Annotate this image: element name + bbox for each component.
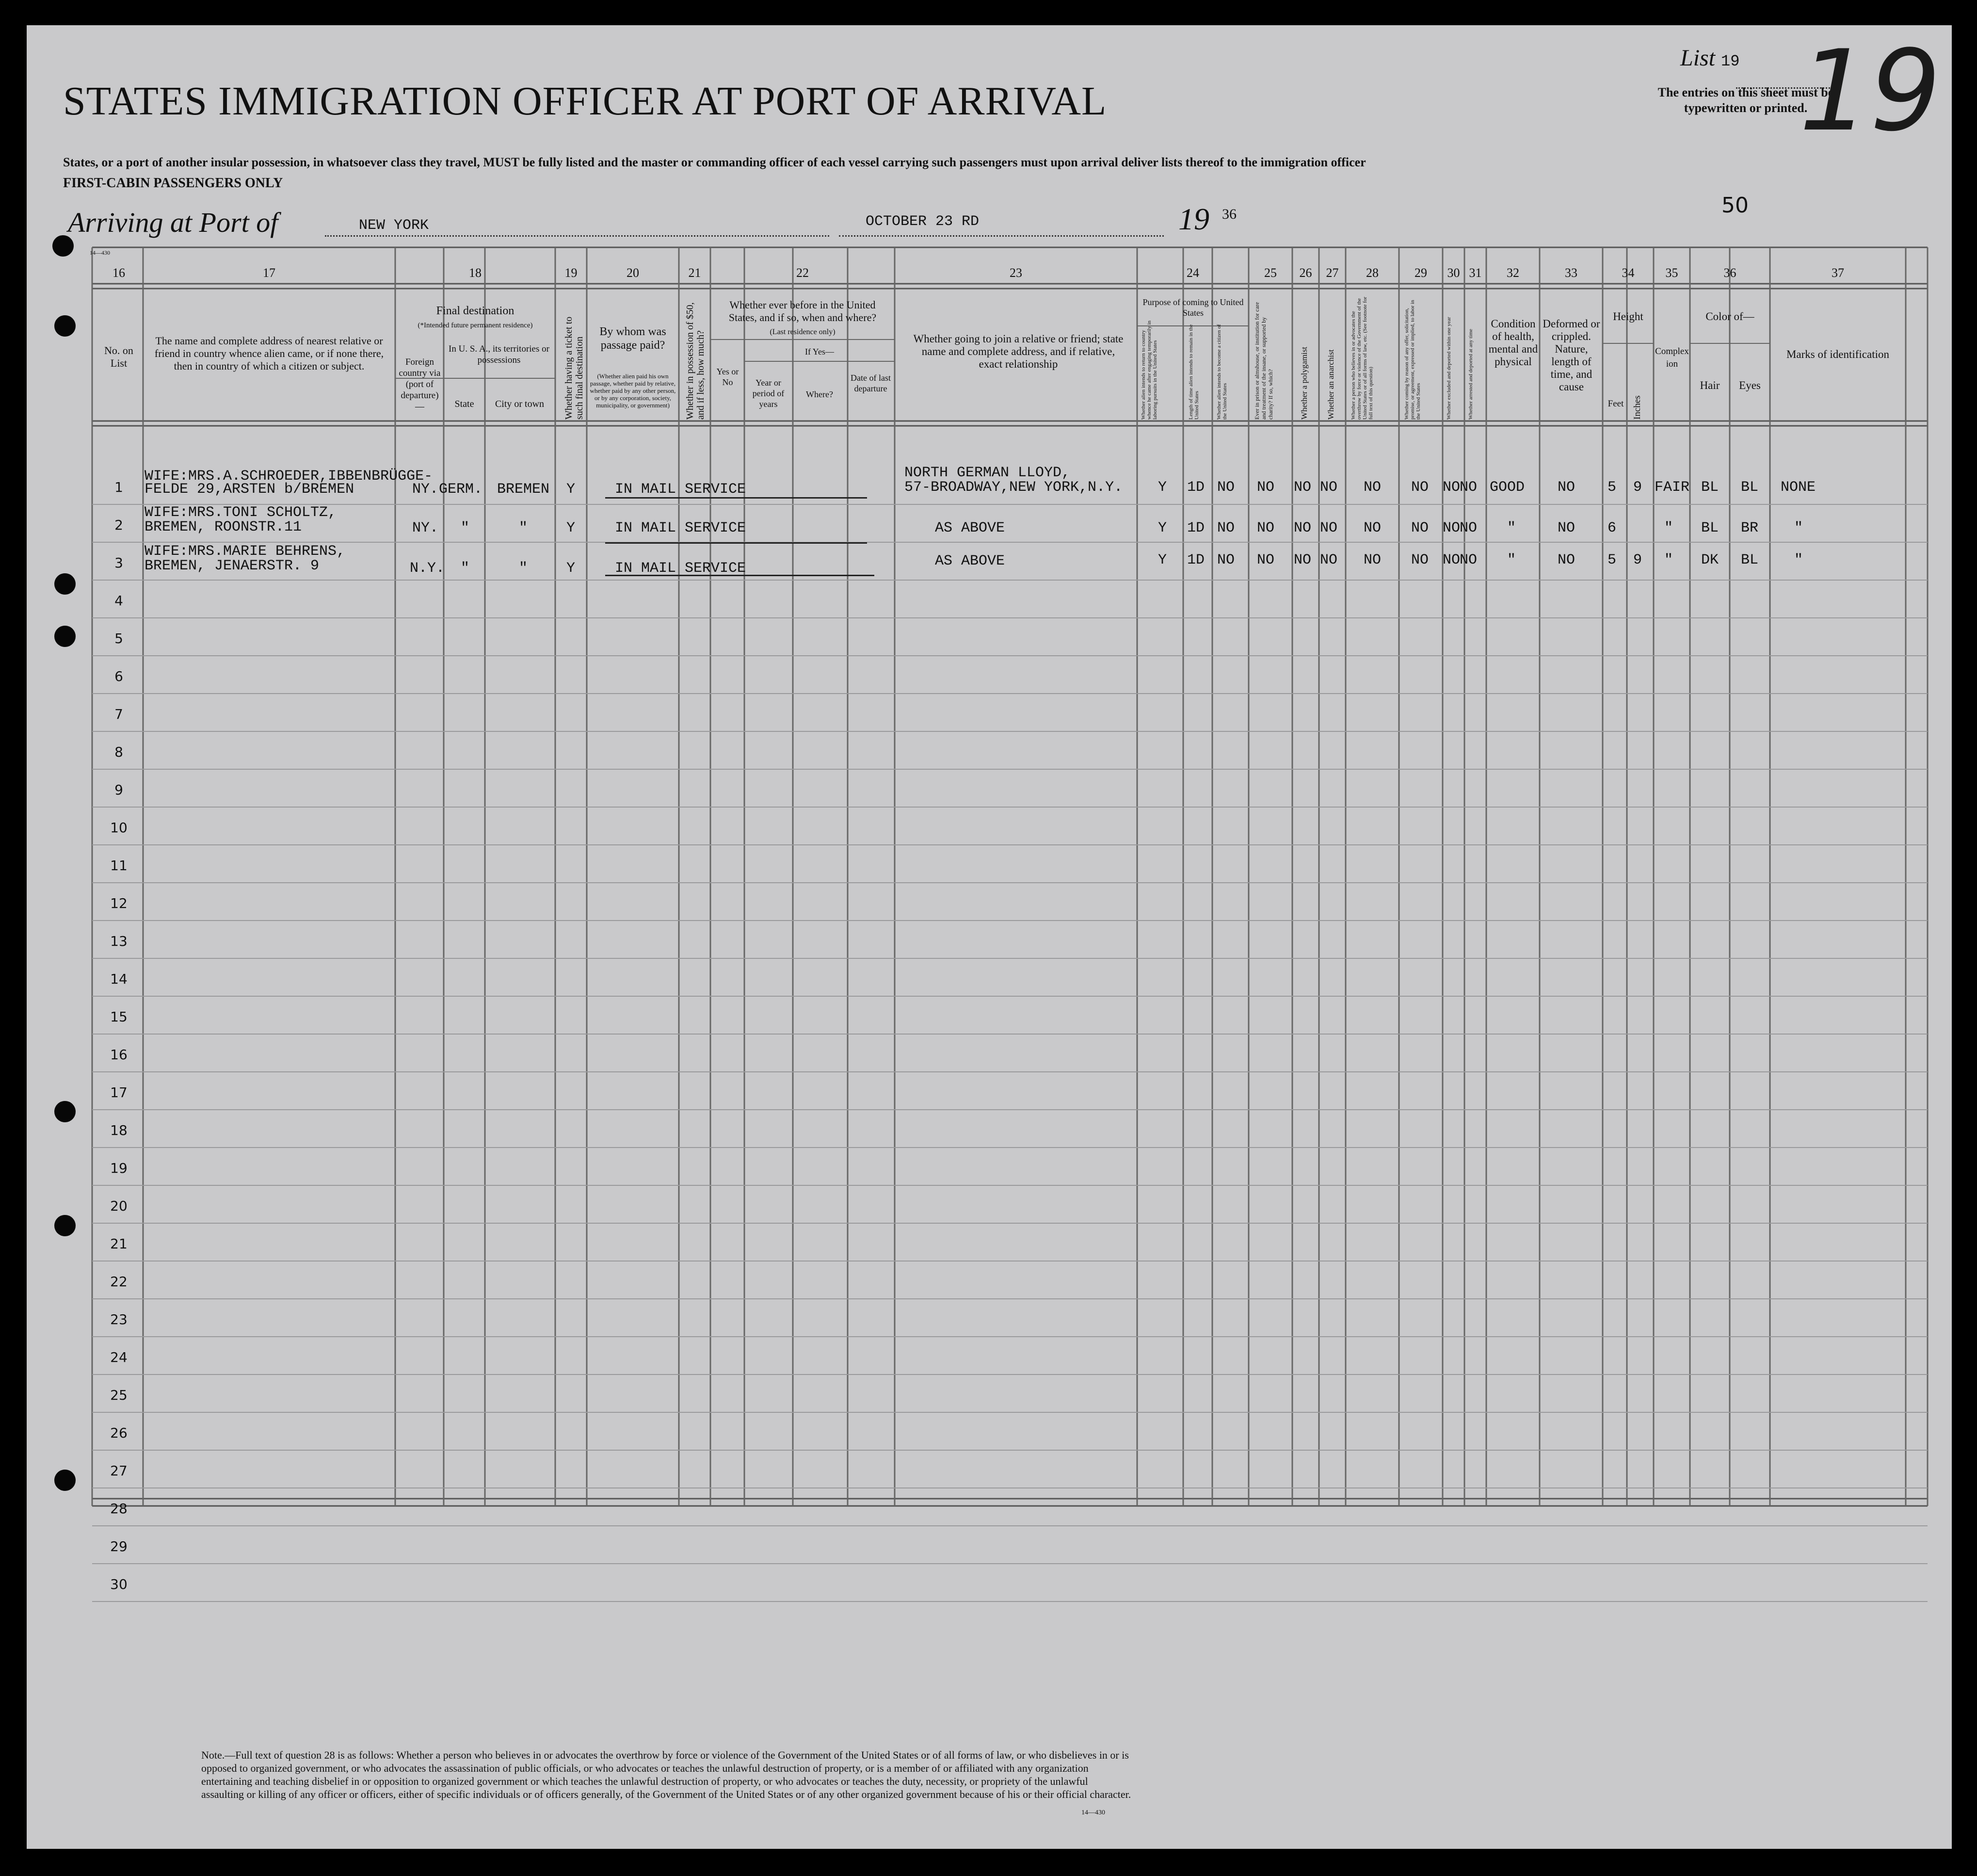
row-number: 24 <box>110 1349 128 1365</box>
row-number: 14 <box>110 971 128 987</box>
column-number: 37 <box>1832 266 1844 280</box>
first-cabin-label: FIRST-CABIN PASSENGERS ONLY <box>63 176 283 191</box>
header-complexion: Complexion <box>1655 346 1689 369</box>
underline <box>605 497 867 499</box>
header-passage-paid: By whom was passage paid? <box>599 325 666 352</box>
row-2-q31: NO <box>1460 520 1478 536</box>
column-number: 16 <box>113 266 125 280</box>
header-join-relative: Whether going to join a relative or friend; state name and complete address, and if relative, exact relationship <box>913 333 1124 370</box>
row-number: 29 <box>110 1538 128 1554</box>
row-2-q29: NO <box>1411 520 1429 536</box>
row-1-health: GOOD <box>1490 479 1525 496</box>
header-date-last-departure: Date of last departure <box>851 373 891 393</box>
row-1-foreign: NY. <box>412 481 439 498</box>
row-3-paid-by: IN MAIL SERVICE <box>615 560 746 577</box>
row-number: 25 <box>110 1387 128 1403</box>
row-1-eyes: BL <box>1741 479 1759 496</box>
header-length-of-time: Length of time alien intends to remain in the United States <box>1188 324 1200 420</box>
row-1-inches: 9 <box>1633 479 1642 496</box>
row-number: 19 <box>110 1160 128 1176</box>
header-q28: Whether a person who believes in or advocates the overthrow by force or violence of the Government of the United States or of all forms of law, etc. (See footnote for full text of this question) <box>1350 296 1374 420</box>
row-number: 4 <box>114 593 123 609</box>
row-3-eyes: BL <box>1741 552 1759 568</box>
header-final-destination-note: (*Intended future permanent residence) <box>418 322 533 329</box>
header-passage-paid-note: (Whether alien paid his own passage, whether paid by relative, whether paid by any other person, or by any corporation, society, municipality, or government) <box>590 372 676 409</box>
row-1-deformed: NO <box>1558 479 1575 496</box>
row-2-q30: NO <box>1443 520 1461 536</box>
row-number: 15 <box>110 1009 128 1025</box>
header-q31: Whether arrested and deported at any time <box>1468 329 1474 420</box>
header-where: Where? <box>806 389 833 399</box>
row-2-paid-by: IN MAIL SERVICE <box>615 520 746 536</box>
header-marks: Marks of identification <box>1786 348 1890 360</box>
header-ticket: Whether having a ticket to such final destination <box>563 316 585 420</box>
column-number: 31 <box>1469 266 1482 280</box>
header-yes-or-no: Yes or No <box>716 367 739 387</box>
underline <box>605 575 874 576</box>
row-3-join-line2: AS ABOVE <box>935 553 1005 569</box>
column-number: 28 <box>1366 266 1379 280</box>
header-if-yes: If Yes— <box>804 347 834 356</box>
header-height: Height <box>1613 310 1643 323</box>
row-3-health: " <box>1507 552 1516 568</box>
row-1-q31: NO <box>1460 479 1478 496</box>
row-number: 28 <box>110 1501 128 1517</box>
row-1-return: Y <box>1158 479 1167 496</box>
row-2-deformed: NO <box>1558 520 1575 536</box>
row-3-citizen: NO <box>1217 552 1235 568</box>
row-3-length: 1D <box>1187 552 1205 568</box>
row-number: 6 <box>114 668 123 684</box>
column-number: 25 <box>1264 266 1277 280</box>
column-number: 20 <box>627 266 639 280</box>
row-3-feet: 5 <box>1607 552 1617 568</box>
row-number: 16 <box>110 1047 128 1063</box>
arriving-label: Arriving at Port of <box>68 207 278 238</box>
row-2-citizen: NO <box>1217 520 1235 536</box>
header-state: State <box>454 399 474 409</box>
header-in-usa: In U. S. A., its territories or possessions <box>449 344 549 365</box>
row-2-ticket: Y <box>566 520 576 536</box>
entries-note: The entries on this sheet must be typewritten or printed. <box>1657 85 1834 115</box>
row-number: 23 <box>110 1311 128 1327</box>
column-number: 18 <box>469 266 482 280</box>
row-3-anarchist: NO <box>1320 552 1338 568</box>
header-deformed: Deformed or crippled. Nature, length of time, and cause <box>1543 318 1600 393</box>
row-1-paid-by: IN MAIL SERVICE <box>615 481 746 498</box>
row-1-join-line1: NORTH GERMAN LLOYD, <box>904 465 1071 481</box>
row-1-complexion: FAIR <box>1655 479 1690 496</box>
header-return-intent: Whether alien intends to return to country whence he came after engaging temporarily in laboring pursuits in the United States <box>1141 320 1158 420</box>
row-3-return: Y <box>1158 552 1167 568</box>
row-3-prison: NO <box>1257 552 1275 568</box>
row-number: 3 <box>114 555 123 571</box>
column-number: 33 <box>1565 266 1577 280</box>
header-prison: Ever in prison or almshouse, or institution for care and treatment of the insane, or supported by charity? If so, which? <box>1254 302 1274 420</box>
header-inches: Inches <box>1632 395 1642 420</box>
column-number: 19 <box>564 266 578 280</box>
row-3-q31: NO <box>1460 552 1478 568</box>
row-1-relative-line1: WIFE:MRS.A.SCHROEDER,IBBENBRÜGGE- <box>145 468 433 485</box>
header-final-destination: Final destination <box>436 305 514 317</box>
header-ever-before-us: Whether ever before in the United States, and if so, when and where? <box>728 299 877 323</box>
row-3-state: " <box>461 560 470 577</box>
row-number: 5 <box>114 631 123 647</box>
row-number: 11 <box>110 857 128 873</box>
row-3-complexion: " <box>1664 552 1673 568</box>
header-fifty-dollars: Whether in possession of $50, and if less, how much? <box>685 302 706 420</box>
header-no-on-list: No. on List <box>104 344 133 369</box>
port-value: NEW YORK <box>359 217 429 234</box>
row-3-hair: DK <box>1701 552 1719 568</box>
row-2-prison: NO <box>1257 520 1275 536</box>
form-title: STATES IMMIGRATION OFFICER AT PORT OF ARRIVAL <box>63 79 1107 124</box>
row-2-length: 1D <box>1187 520 1205 536</box>
row-3-ticket: Y <box>566 560 576 577</box>
row-1-city: BREMEN <box>497 481 550 498</box>
row-2-eyes: BR <box>1741 520 1759 536</box>
row-2-complexion: " <box>1664 520 1673 536</box>
column-number: 32 <box>1507 266 1519 280</box>
header-city: City or town <box>495 399 545 409</box>
header-q29: Whether coming by reason of any offer, solicitation, promise, or agreement, expressed or implied, to labor in the United States <box>1404 300 1421 420</box>
header-year-period: Year or period of years <box>752 378 785 409</box>
column-number: 30 <box>1447 266 1460 280</box>
row-number: 21 <box>110 1236 128 1252</box>
header-hair: Hair <box>1700 379 1720 391</box>
underline <box>605 542 867 544</box>
row-2-feet: 6 <box>1607 520 1617 536</box>
header-eyes: Eyes <box>1739 379 1761 391</box>
row-number: 13 <box>110 933 128 949</box>
column-number: 23 <box>1010 266 1022 280</box>
row-2-join-line2: AS ABOVE <box>935 520 1005 536</box>
row-number: 20 <box>110 1198 128 1214</box>
row-2-q28: NO <box>1364 520 1382 536</box>
header-polygamist: Whether a polygamist <box>1300 346 1309 420</box>
row-1-relative-line2: FELDE 29,ARSTEN b/BREMEN <box>145 481 354 498</box>
row-number: 18 <box>110 1122 128 1138</box>
row-2-relative-line2: BREMEN, ROONSTR.11 <box>145 519 302 535</box>
row-3-q30: NO <box>1443 552 1461 568</box>
row-1-state: GERM. <box>439 481 483 498</box>
row-1-q30: NO <box>1443 479 1461 496</box>
header-citizen-intent: Whether alien intends to become a citizen of the United States <box>1216 324 1228 420</box>
row-2-health: " <box>1507 520 1516 536</box>
header-health: Condition of health, mental and physical <box>1488 318 1538 368</box>
row-1-prison: NO <box>1257 479 1275 496</box>
row-2-hair: BL <box>1701 520 1719 536</box>
row-number: 26 <box>110 1425 128 1441</box>
row-3-q28: NO <box>1364 552 1382 568</box>
date-value: OCTOBER 23 RD <box>866 213 980 230</box>
row-number: 27 <box>110 1463 128 1479</box>
row-number: 8 <box>114 744 123 760</box>
row-number: 22 <box>110 1274 128 1290</box>
row-1-marks: NONE <box>1781 479 1816 496</box>
form-subtitle: States, or a port of another insular possession, in whatsoever class they travel, MUST be fully listed and the master or commanding officer of each vessel carrying such passengers must upon arrival deliver lists thereof to the immigration officer <box>63 155 1366 169</box>
header-feet: Feet <box>1607 399 1624 409</box>
column-number: 27 <box>1326 266 1339 280</box>
column-number: 34 <box>1622 266 1635 280</box>
row-number: 7 <box>114 706 123 722</box>
row-3-relative-line2: BREMEN, JENAERSTR. 9 <box>145 558 320 574</box>
form-code: 14—430 <box>90 249 110 256</box>
row-number: 1 <box>114 479 123 495</box>
row-number: 10 <box>110 820 128 836</box>
header-relative-address: The name and complete address of nearest relative or friend in country whence alien came, or if none there, then in country of which a citizen or subject. <box>154 335 384 372</box>
header-q30: Whether excluded and deported within one year <box>1446 317 1452 420</box>
footnote-code: 14—430 <box>1081 1809 1105 1816</box>
handwritten-sheet-number: 19 <box>1799 27 1941 156</box>
header-anarchist: Whether an anarchist <box>1326 349 1335 420</box>
column-number: 35 <box>1665 266 1678 280</box>
row-number: 12 <box>110 895 128 911</box>
row-2-state: " <box>461 520 470 536</box>
row-3-marks: " <box>1794 552 1803 568</box>
row-1-join-line2: 57-BROADWAY,NEW YORK,N.Y. <box>904 479 1123 496</box>
row-3-relative-line1: WIFE:MRS.MARIE BEHRENS, <box>145 543 346 560</box>
row-3-deformed: NO <box>1558 552 1575 568</box>
column-number: 17 <box>263 266 275 280</box>
year-suffix: 36 <box>1222 206 1237 222</box>
row-1-q29: NO <box>1411 479 1429 496</box>
row-number: 2 <box>114 517 123 533</box>
row-2-return: Y <box>1158 520 1167 536</box>
sheet-number: 50 <box>1721 193 1749 218</box>
header-color-of: Color of— <box>1705 310 1754 323</box>
row-number: 17 <box>110 1084 128 1100</box>
list-label: List 19 <box>1680 45 1740 71</box>
row-1-hair: BL <box>1701 479 1719 496</box>
column-number: 36 <box>1723 266 1736 280</box>
row-2-marks: " <box>1794 520 1803 536</box>
column-number: 26 <box>1299 266 1312 280</box>
column-number: 22 <box>796 266 809 280</box>
header-purpose: Purpose of coming to United States <box>1142 297 1244 318</box>
row-1-anarchist: NO <box>1320 479 1338 496</box>
column-number: 29 <box>1414 266 1427 280</box>
row-2-anarchist: NO <box>1320 520 1338 536</box>
row-3-inches: 9 <box>1633 552 1642 568</box>
row-3-foreign: N.Y. <box>410 560 445 577</box>
header-foreign-country: Foreign country via (port of departure)— <box>399 357 441 412</box>
row-1-ticket: Y <box>566 481 576 498</box>
row-1-feet: 5 <box>1607 479 1617 496</box>
row-2-foreign: NY. <box>412 520 439 536</box>
row-1-polygamist: NO <box>1294 479 1312 496</box>
year-prefix: 19 <box>1178 202 1209 236</box>
row-3-q29: NO <box>1411 552 1429 568</box>
row-1-length: 1D <box>1187 479 1205 496</box>
row-3-city: " <box>519 560 528 577</box>
row-3-polygamist: NO <box>1294 552 1312 568</box>
column-number: 21 <box>688 266 701 280</box>
row-2-polygamist: NO <box>1294 520 1312 536</box>
footnote: Note.—Full text of question 28 is as follows: Whether a person who believes in or advocates the overthrow by force or violence of the Government of the United States or of all forms of law, or who disbelieves in or is opposed to organized government, or who advocates the assassination of public officials, or who advocates or teaches the unlawful destruction of property, or is a member of or affiliated with any organization entertaining and teaching disbelief in or opposition to organized government or which teaches the unlawful destruction of property, or who advocates or teaches the duty, necessity, or propriety of the unlawful assaulting or killing of any officer or officers, either of specific individuals or of officers generally, of the Government of the United States or of any other organized government because of his or their official character. <box>201 1749 1131 1800</box>
row-number: 9 <box>114 782 123 798</box>
row-2-city: " <box>519 520 528 536</box>
column-number: 24 <box>1187 266 1199 280</box>
row-number: 30 <box>110 1576 128 1592</box>
header-ever-before-note: (Last residence only) <box>770 328 836 336</box>
row-1-citizen: NO <box>1217 479 1235 496</box>
row-2-relative-line1: WIFE:MRS.TONI SCHOLTZ, <box>145 504 337 521</box>
row-1-q28: NO <box>1364 479 1382 496</box>
